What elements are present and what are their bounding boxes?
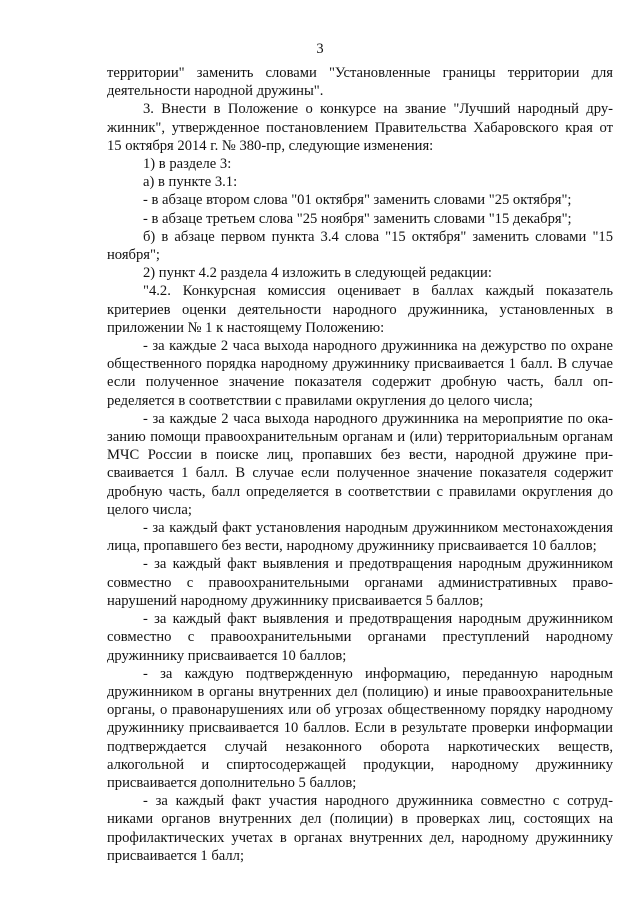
paragraph-subitem-2: 2) пункт 4.2 раздела 4 изложить в следующей редакции: <box>143 265 492 282</box>
page-number: 3 <box>316 41 324 57</box>
paragraph-continuation: территории" заменить словами "Установленные границы территории для деятельности народной дружины". <box>107 65 613 100</box>
document-body <box>107 64 613 865</box>
paragraph-criterion-crimes: - за каждый факт выявления и предотвращения народным дружинником совместно с правоохранительными органами преступлений народному дружиннику присваивается 10 баллов; <box>107 611 613 664</box>
paragraph-subitem-1: 1) в разделе 3: <box>143 156 232 173</box>
paragraph-criterion-duty: - за каждые 2 часа выхода народного дружинника на дежурство по охране общественного порядка народному дружиннику присваивается 1 балл. В случае если полученное значение показателя содержит дробную часть, балл определяется в соответствии с правилами округления до целого числа; <box>107 338 613 409</box>
paragraph-subitem-b: б) в абзаце первом пункта 3.4 слова "15 октября" заменить словами "15 ноября"; <box>107 228 613 264</box>
paragraph-criterion-information: - за каждую подтвержденную информацию, переданную народным дружинником в органы внутренних дел (полицию) и иные правоохранительные органы, о правонарушениях или об угрозах общественному порядку народному дружиннику присваивается 10 баллов. Если в результате проверки информации подтверждается случай незаконного оборота наркотических веществ, алкогольной и спиртосодержащей продукции, народному дружиннику присваивается дополнительно 5 баллов; <box>107 665 613 791</box>
paragraph-criterion-search: - за каждые 2 часа выхода народного дружинника на мероприятие по оказанию помощи правоохранительным органам и (или) территориальным органам МЧС России в поиске лиц, пропавших без вести, народной дружине присваивается 1 балл. В случае если полученное значение показателя содержит дробную часть, балл определяется в соответствии с правилами округления до целого числа; <box>107 410 613 518</box>
paragraph-subitem-a: а) в пункте 3.1: <box>143 174 238 191</box>
paragraph-criterion-admin: - за каждый факт выявления и предотвращения народным дружинником совместно с правоохранительными органами административных правонарушений народному дружиннику присваивается 5 баллов; <box>107 556 613 609</box>
paragraph-item-3: 3. Внести в Положение о конкурсе на звание "Лучший народный дружинник", утвержденное постановлением Правительства Хабаровского края от 15 октября 2014 г. № 380-пр, следующие изменения: <box>107 101 613 154</box>
paragraph-criterion-found: - за каждый факт установления народным дружинником местонахождения лица, пропавшего без вести, народному дружиннику присваивается 10 баллов; <box>107 520 613 555</box>
paragraph-criterion-inspections: - за каждый факт участия народного дружинника совместно с сотрудниками органов внутренних дел (полиции) в проверках лиц, состоящих на профилактических учетах в органах внутренних дел, народному дружиннику присваивается 1 балл; <box>107 793 613 864</box>
paragraph-dash-third: - в абзаце третьем слова "25 ноября" заменить словами "15 декабря"; <box>143 210 572 227</box>
paragraph-dash-second: - в абзаце втором слова "01 октября" заменить словами "25 октября"; <box>143 192 572 209</box>
paragraph-4-2: "4.2. Конкурсная комиссия оценивает в баллах каждый показатель критериев оценки деятельности народного дружинника, установленных в приложении № 1 к настоящему Положению: <box>107 283 613 336</box>
